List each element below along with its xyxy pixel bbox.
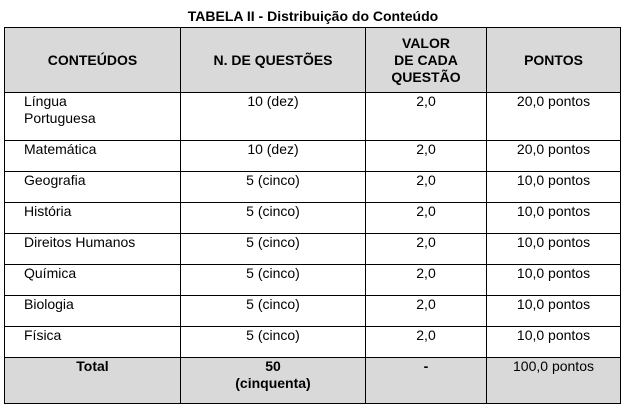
table-row	[5, 203, 621, 234]
header-valor-line1: VALOR	[402, 34, 450, 51]
cell-questoes: 5 (cinco)	[181, 296, 366, 327]
cell-valor: 2,0	[366, 265, 487, 296]
cell-valor: 2,0	[366, 172, 487, 203]
header-questoes: N. DE QUESTÕES	[181, 28, 366, 93]
table-header-row	[5, 28, 621, 93]
total-pontos: 100,0 pontos	[487, 358, 621, 404]
cell-pontos: 10,0 pontos	[487, 296, 621, 327]
cell-conteudo	[5, 93, 181, 141]
cell-valor: 2,0	[366, 141, 487, 172]
cell-conteudo: Química	[5, 265, 181, 296]
table-row	[5, 234, 621, 265]
table-title: TABELA II - Distribuição do Conteúdo	[187, 8, 439, 24]
cell-pontos: 10,0 pontos	[487, 172, 621, 203]
total-label: Total	[5, 358, 181, 404]
cell-pontos: 10,0 pontos	[487, 203, 621, 234]
header-valor-line2: DE CADA	[394, 51, 458, 68]
cell-conteudo: Física	[5, 327, 181, 358]
cell-questoes: 5 (cinco)	[181, 327, 366, 358]
cell-conteudo-line2: Portuguesa	[24, 110, 96, 126]
cell-questoes: 5 (cinco)	[181, 265, 366, 296]
table-row	[5, 172, 621, 203]
cell-conteudo: Direitos Humanos	[5, 234, 181, 265]
cell-conteudo: Biologia	[5, 296, 181, 327]
cell-conteudo: História	[5, 203, 181, 234]
cell-pontos: 10,0 pontos	[487, 265, 621, 296]
total-valor: -	[366, 358, 487, 404]
content-distribution-table	[4, 27, 621, 404]
header-valor	[366, 28, 487, 93]
total-questoes-line2: (cinquenta)	[235, 375, 311, 391]
cell-conteudo: Matemática	[5, 141, 181, 172]
cell-questoes: 10 (dez)	[181, 141, 366, 172]
header-pontos: PONTOS	[487, 28, 621, 93]
cell-valor: 2,0	[366, 327, 487, 358]
cell-questoes: 10 (dez)	[181, 93, 366, 141]
cell-valor: 2,0	[366, 93, 487, 141]
cell-pontos: 10,0 pontos	[487, 234, 621, 265]
header-conteudos: CONTEÚDOS	[5, 28, 181, 93]
cell-valor: 2,0	[366, 203, 487, 234]
total-questoes-line1: 50	[265, 358, 281, 374]
cell-conteudo-line1: Língua	[24, 93, 67, 109]
cell-pontos: 20,0 pontos	[487, 93, 621, 141]
table-row	[5, 296, 621, 327]
cell-pontos: 10,0 pontos	[487, 327, 621, 358]
header-valor-line3: QUESTÃO	[391, 68, 461, 85]
cell-questoes: 5 (cinco)	[181, 203, 366, 234]
total-questoes	[181, 358, 366, 404]
cell-questoes: 5 (cinco)	[181, 172, 366, 203]
table-row	[5, 265, 621, 296]
total-row	[5, 358, 621, 404]
table-row	[5, 141, 621, 172]
table-row	[5, 327, 621, 358]
table-row	[5, 93, 621, 141]
cell-questoes: 5 (cinco)	[181, 234, 366, 265]
cell-valor: 2,0	[366, 234, 487, 265]
cell-pontos: 20,0 pontos	[487, 141, 621, 172]
cell-conteudo: Geografia	[5, 172, 181, 203]
cell-valor: 2,0	[366, 296, 487, 327]
